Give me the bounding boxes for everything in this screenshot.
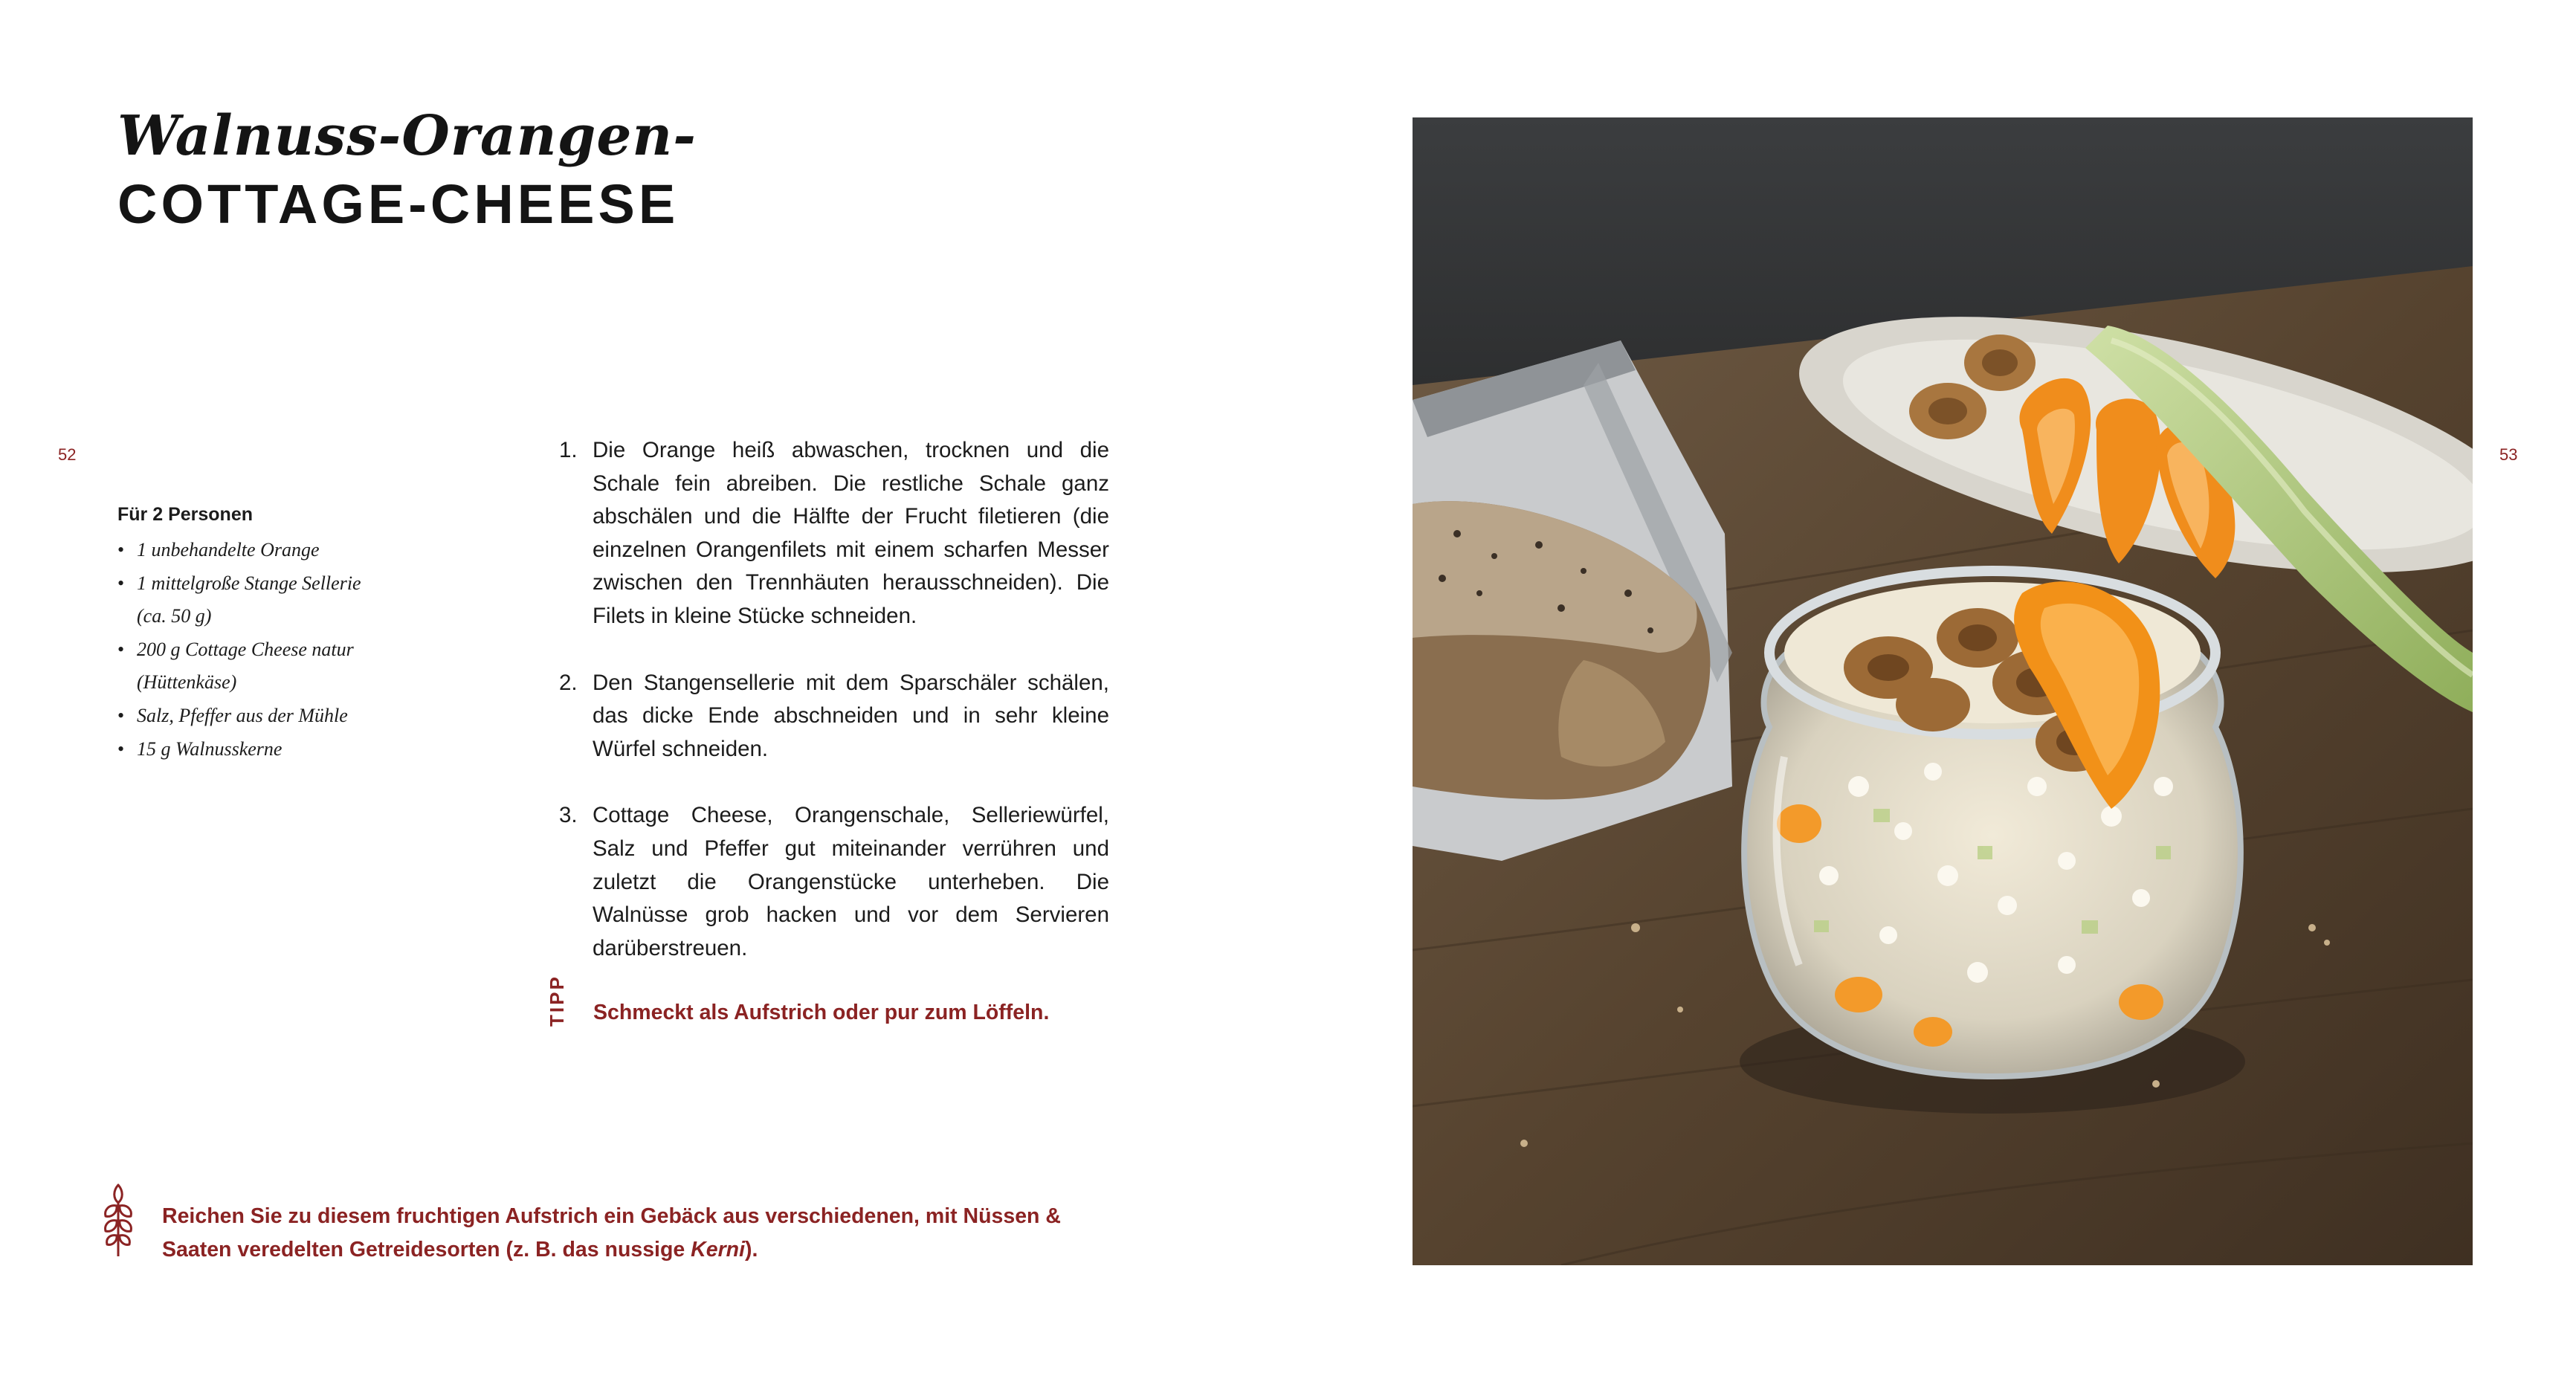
ingredient-item-continuation: (Hüttenkäse) xyxy=(137,671,237,694)
page-number-right: 53 xyxy=(2499,445,2518,464)
wheat-icon xyxy=(101,1182,135,1259)
step-item xyxy=(559,799,1109,965)
recipe-title-line1: Walnuss-Orangen- xyxy=(117,104,697,168)
bullet: • xyxy=(117,638,125,660)
page-number-left: 52 xyxy=(58,445,77,464)
ingredient-item: • Salz, Pfeffer aus der Mühle xyxy=(117,700,361,733)
bullet: • xyxy=(117,704,125,726)
ingredient-item: • 15 g Walnusskerne xyxy=(117,733,361,766)
step-item xyxy=(559,667,1109,766)
note-emphasis: Kerni xyxy=(691,1238,746,1262)
step-text: Die Orange heiß abwaschen, trocknen und die Schale fein abreiben. Die restliche Schale ganz abschälen und die Hälfte der Frucht filetieren (die einzelnen Orangenfilets mit einem scharfen Messer zwischen den Trennhäuten herausschneiden). Die Filets in kleine Stücke schneiden. xyxy=(593,438,1109,628)
ingredients-list xyxy=(117,534,361,766)
ingredient-item: • 1 mittelgroße Stange Sellerie xyxy=(117,567,361,601)
ingredient-item-continuation: (ca. 50 g) xyxy=(137,605,212,627)
step-number: 2. xyxy=(559,670,578,695)
instruction-steps xyxy=(559,434,1109,998)
recipe-photo xyxy=(1413,117,2473,1265)
step-item xyxy=(559,434,1109,633)
bullet: • xyxy=(117,539,125,561)
serving-note: Reichen Sie zu diesem fruchtigen Aufstrich ein Gebäck aus verschiedenen, mit Nüssen & Saaten veredelten Getreidesorten (z. B. das nussige Kerni). xyxy=(162,1204,1061,1262)
step-number: 3. xyxy=(559,803,578,828)
ingredients-heading: Für 2 Personen xyxy=(117,504,253,525)
tip-label: TIPP xyxy=(546,975,568,1027)
recipe-title-line2: COTTAGE-CHEESE xyxy=(117,173,679,235)
ingredient-item: • 200 g Cottage Cheese natur xyxy=(117,633,361,667)
step-text: Cottage Cheese, Orangenschale, Selleriewürfel, Salz und Pfeffer gut miteinander verrühren und zuletzt die Orangenstücke unterheben. Die Walnüsse grob hacken und vor dem Servieren darüberstreuen. xyxy=(593,803,1109,960)
step-number: 1. xyxy=(559,438,578,462)
bullet: • xyxy=(117,737,125,760)
ingredient-item: • 1 unbehandelte Orange xyxy=(117,534,361,567)
step-text: Den Stangensellerie mit dem Sparschäler schälen, das dicke Ende abschneiden und in sehr kleine Würfel schneiden. xyxy=(593,670,1109,761)
bullet: • xyxy=(117,572,125,594)
tip-text: Schmeckt als Aufstrich oder pur zum Löffeln. xyxy=(593,1001,1050,1024)
